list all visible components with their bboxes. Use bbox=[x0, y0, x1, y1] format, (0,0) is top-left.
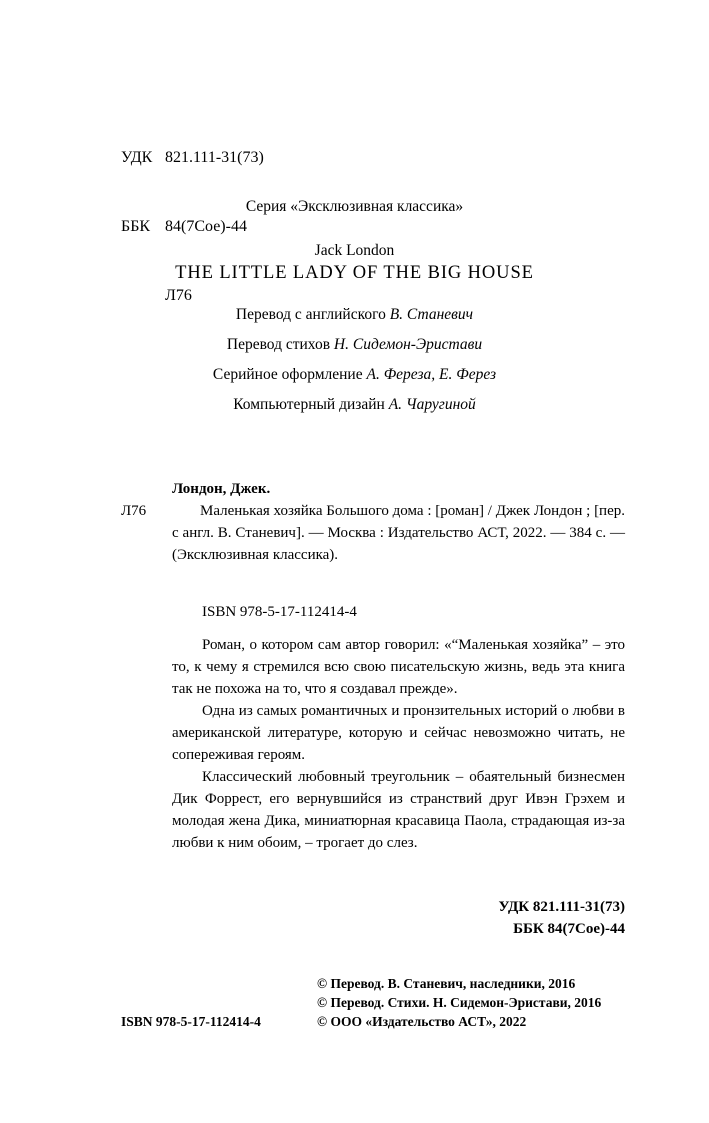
credit-name: А. Фереза, Е. Ферез bbox=[366, 366, 497, 383]
copyright-block bbox=[317, 974, 601, 1031]
credit-name: А. Чаругиной bbox=[388, 396, 476, 413]
bbk-value: 84(7Сое)-44 bbox=[165, 218, 247, 235]
udk-value: 821.111-31(73) bbox=[165, 149, 264, 166]
credit-computer-design bbox=[0, 390, 709, 420]
credit-name: В. Станевич bbox=[389, 306, 474, 323]
credit-role: Перевод стихов bbox=[226, 336, 334, 353]
classification-codes-bottom bbox=[325, 896, 625, 940]
copyright-line: © ООО «Издательство АСТ», 2022 bbox=[317, 1014, 527, 1029]
annotation-block bbox=[172, 634, 625, 854]
front-matter-block bbox=[0, 196, 709, 420]
credit-role: Серийное оформление bbox=[212, 366, 367, 383]
credit-series-design bbox=[0, 360, 709, 390]
bbk-bottom: ББК 84(7Сое)-44 bbox=[513, 921, 625, 937]
credit-translation bbox=[0, 300, 709, 330]
credit-role: Компьютерный дизайн bbox=[233, 396, 389, 413]
isbn-bottom: ISBN 978-5-17-112414-4 bbox=[121, 1014, 261, 1029]
original-title: THE LITTLE LADY OF THE BIG HOUSE bbox=[175, 263, 534, 283]
annotation-paragraph: Роман, о котором сам автор говорил: «“Маленькая хозяйка” – это то, к чему я стремился всю свою писательскую жизнь, ведь эта книга так не похожа на то, что я создавал прежде». bbox=[172, 637, 625, 697]
annotation-paragraph: Классический любовный треугольник – обаятельный бизнесмен Дик Форрест, его вернувшийся из странствий друг Ивэн Грэхем и молодая жена Дика, миниатюрная красавица Паола, страдающая из-за любви к ним обоим, – трогает до слез. bbox=[172, 769, 625, 851]
bbk-label: ББК bbox=[121, 218, 151, 235]
copyright-line: © Перевод. В. Станевич, наследники, 2016 bbox=[317, 976, 576, 991]
udk-label: УДК bbox=[121, 149, 153, 166]
biblio-description: Маленькая хозяйка Большого дома : [роман] / Джек Лондон ; [пер. с англ. В. Станевич]. — Москва : Издательство АСТ, 2022. — 384 с. — (Эксклюзивная классика). bbox=[172, 503, 625, 563]
biblio-heading: Лондон, Джек. bbox=[172, 481, 271, 497]
copyright-line: © Перевод. Стихи. Н. Сидемон-Эристави, 2016 bbox=[317, 995, 602, 1010]
udk-bottom: УДК 821.111-31(73) bbox=[498, 899, 625, 915]
biblio-isbn: ISBN 978-5-17-112414-4 bbox=[202, 604, 357, 620]
credit-role: Перевод с английского bbox=[235, 306, 390, 323]
bibliographic-record bbox=[121, 478, 625, 566]
series-name: Серия «Эксклюзивная классика» bbox=[245, 198, 464, 215]
original-author: Jack London bbox=[314, 242, 395, 259]
annotation-paragraph: Одна из самых романтичных и пронзительных историй о любви в американской литературе, которую и сейчас невозможно читать, не сопереживая героям. bbox=[172, 703, 625, 763]
credit-name: Н. Сидемон-Эристави bbox=[333, 336, 483, 353]
shelf-mark: Л76 bbox=[165, 287, 192, 304]
biblio-shelf-mark: Л76 bbox=[121, 503, 147, 519]
udk-row-top bbox=[121, 146, 264, 169]
credit-verse-translation bbox=[0, 330, 709, 360]
credits-list bbox=[0, 300, 709, 420]
